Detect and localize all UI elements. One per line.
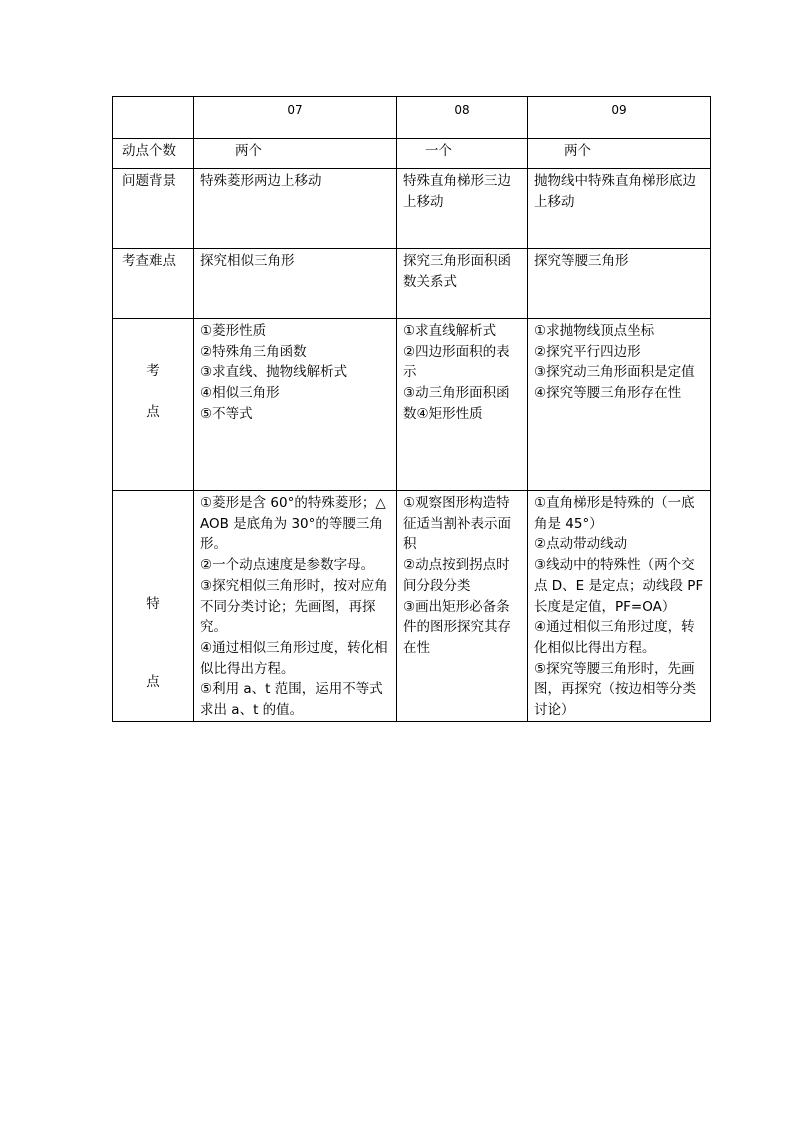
list-item: ③探究相似三角形时，按对应角不同分类讨论；先画图，再探究。 [200, 577, 388, 636]
points-09-list [528, 319, 710, 404]
header-col-09-label: 09 [611, 103, 627, 117]
list-item: ③画出矩形必备条件的图形探究其存在性 [403, 598, 511, 656]
list-item: ③线动中的特殊性（两个交点 D、E 是定点；动线段 PF 长度是定值，PF=OA） [534, 557, 704, 615]
count-07: 两个 [235, 143, 262, 159]
difficulty-07: 探究相似三角形 [200, 253, 295, 269]
table-cell [397, 169, 528, 249]
table-cell [528, 491, 711, 722]
list-item: ③求直线、抛物线解析式 [200, 364, 348, 381]
list-item: ②点动带动线动 [534, 536, 628, 553]
list-item: ④探究等腰三角形存在性 [534, 385, 682, 402]
list-item: ①观察图形构造特征适当割补表示面积 [403, 495, 511, 553]
analysis-table [112, 96, 711, 722]
list-item: ②动点按到拐点时间分段分类 [403, 557, 510, 594]
header-col-07-label: 07 [287, 103, 303, 117]
list-item: ③探究动三角形面积是定值 [534, 364, 695, 381]
list-item: ④通过相似三角形过度，转化相似比得出方程。 [200, 639, 388, 677]
list-item: ①直角梯形是特殊的（一底角是 45°） [534, 495, 695, 532]
difficulty-08: 探究三角形面积函数关系式 [403, 253, 511, 290]
list-item: ④相似三角形 [200, 385, 280, 402]
list-item: ①求直线解析式 [403, 323, 497, 339]
row-label-cell [113, 169, 194, 249]
background-09: 抛物线中特殊直角梯形底边上移动 [534, 173, 696, 210]
table-cell [194, 169, 397, 249]
row-label-cell [113, 139, 194, 169]
header-col-08 [397, 97, 528, 139]
table-cell [194, 139, 397, 169]
table-cell [397, 491, 528, 722]
header-col-07 [194, 97, 397, 139]
table-cell [194, 319, 397, 491]
row-label-count: 动点个数 [122, 143, 176, 159]
row-label-cell [113, 491, 194, 722]
points-07-list [194, 319, 396, 425]
table-row-count [113, 139, 711, 169]
table-row-background [113, 169, 711, 249]
list-item: ④通过相似三角形过度，转化相似比得出方程。 [534, 619, 695, 656]
points-08-list [397, 319, 527, 425]
points-label-bottom: 点 [146, 403, 160, 420]
points-label-top: 考 [146, 363, 160, 379]
background-08: 特殊直角梯形三边上移动 [403, 173, 511, 210]
row-label-difficulty: 考查难点 [122, 253, 176, 269]
list-item: ①菱形性质 [200, 323, 267, 339]
count-09: 两个 [564, 143, 591, 159]
table-row-points [113, 319, 711, 491]
list-item: ③动三角形面积函数④矩形性质 [403, 385, 510, 422]
features-08-list [397, 491, 527, 659]
header-row [113, 97, 711, 139]
table-row-difficulty [113, 249, 711, 319]
table-cell [397, 249, 528, 319]
table-cell [194, 249, 397, 319]
table-cell [528, 169, 711, 249]
features-label-top: 特 [146, 596, 160, 612]
list-item: ②四边形面积的表示 [403, 343, 510, 381]
header-empty-cell [113, 97, 194, 139]
table-cell [397, 139, 528, 169]
table-cell [397, 319, 528, 491]
row-label-cell [113, 249, 194, 319]
table-cell [528, 319, 711, 491]
features-07-list [194, 491, 396, 721]
list-item: ①菱形是含 60°的特殊菱形；△AOB 是底角为 30°的等腰三角形。 [200, 495, 386, 553]
list-item: ⑤不等式 [200, 405, 253, 422]
count-08: 一个 [425, 143, 452, 159]
table-row-features [113, 491, 711, 722]
list-item: ⑤探究等腰三角形时，先画图，再探究（按边相等分类讨论） [534, 660, 696, 719]
header-col-09 [528, 97, 711, 139]
table-cell [528, 139, 711, 169]
list-item: ②一个动点速度是参数字母。 [200, 557, 375, 574]
features-09-list [528, 491, 710, 721]
difficulty-09: 探究等腰三角形 [534, 253, 629, 269]
row-label-cell [113, 319, 194, 491]
table-cell [194, 491, 397, 722]
list-item: ②探究平行四边形 [534, 343, 641, 360]
features-label-bottom: 点 [146, 673, 160, 690]
list-item: ①求抛物线顶点坐标 [534, 323, 655, 339]
background-07: 特殊菱形两边上移动 [200, 173, 322, 189]
table-cell [528, 249, 711, 319]
list-item: ②特殊角三角函数 [200, 343, 307, 360]
header-col-08-label: 08 [454, 103, 470, 117]
list-item: ⑤利用 a、t 范围，运用不等式求出 a、t 的值。 [200, 681, 383, 719]
row-label-background: 问题背景 [122, 173, 176, 189]
